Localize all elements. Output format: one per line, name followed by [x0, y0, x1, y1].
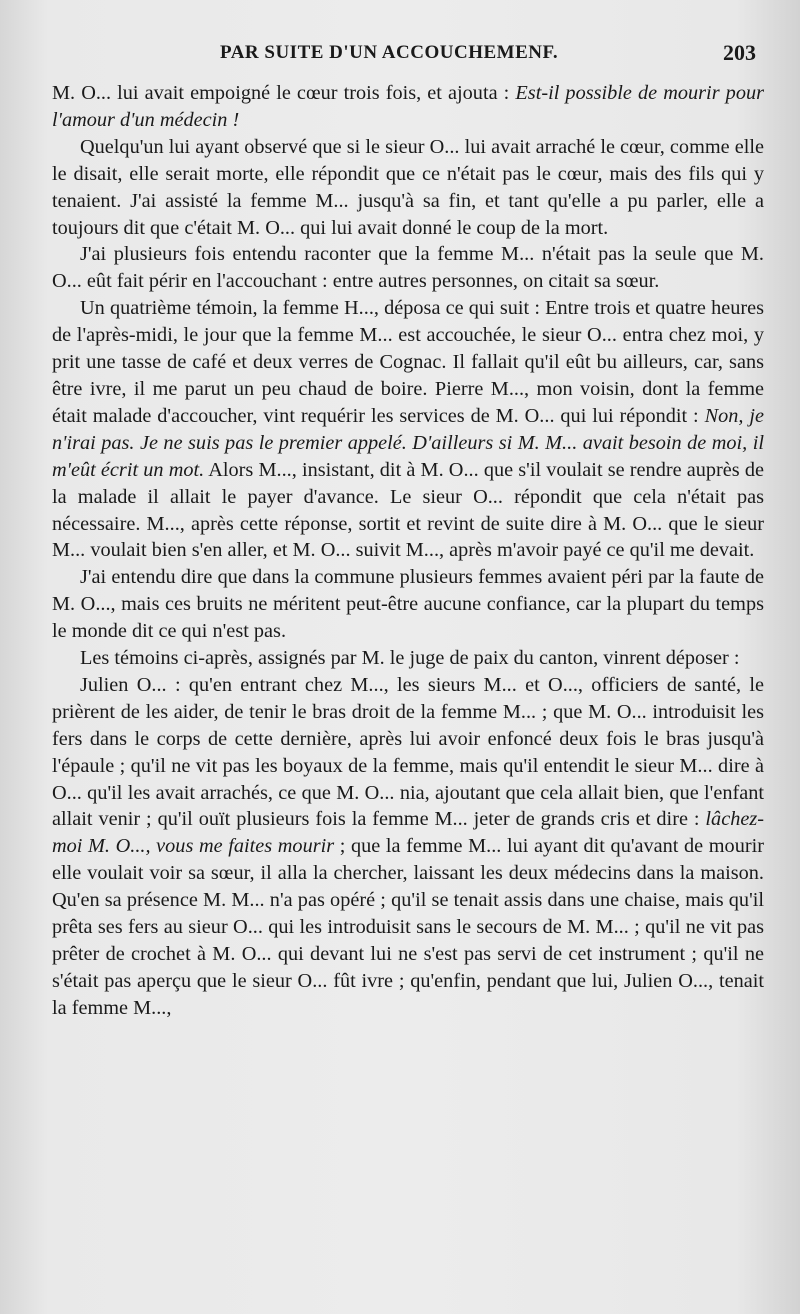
body-text: [52, 80, 764, 1022]
paragraph-7: Julien O... : qu'en entrant chez M..., les sieurs M... et O..., officiers de santé, le prièrent de les aider, de tenir le bras droit de la femme M... ; que M. O... introduisit les fers dans le corps de cette dernière, après lui avoir enfoncé deux fois le bras jusqu'à l'épaule ; qu'il ne vit pas les boyaux de la femme, mais qu'il entendit le sieur M... dire à O... qu'il les avait arrachés, ce que M. O... nia, ajoutant que cela allait bien, que l'enfant allait venir ; qu'il ouït plusieurs fois la femme M... jeter de grands cris et dire : lâchez-moi M. O..., vous me faites mourir ; que la femme M... lui ayant dit qu'avant de mourir elle voulait voir sa sœur, il alla la chercher, laissant les deux médecins dans la maison. Qu'en sa présence M. M... n'a pas opéré ; qu'il se tenait assis dans une chaise, mais qu'il prêta ses fers au sieur O... qui les introduisit sans le secours de M. M... ; qu'il ne vit pas prêter de crochet à M. O... qui devant lui ne s'est pas servi de cet instrument ; qu'il ne s'était pas aperçu que le sieur O... fût ivre ; qu'enfin, pendant que lui, Julien O..., tenait la femme M...,: [52, 673, 764, 1019]
paragraph-5: J'ai entendu dire que dans la commune plusieurs femmes avaient péri par la faute de M. O..., mais ces bruits ne méritent peut-être aucune confiance, car la plupart du temps le monde dit ce qui n'est pas.: [52, 566, 764, 643]
paragraph-4: Un quatrième témoin, la femme H..., déposa ce qui suit : Entre trois et quatre heures de l'après-midi, le jour que la femme M... est accouchée, le sieur O... entra chez moi, y prit une tasse de café et deux verres de Cognac. Il fallait qu'il eût bu ailleurs, car, sans être ivre, il me parut un peu chaud de boire. Pierre M..., mon voisin, dont la femme était malade d'accoucher, vint requérir les services de M. O... qui lui répondit : Non, je n'irai pas. Je ne suis pas le premier appelé. D'ailleurs si M. M... avait besoin de moi, il m'eût écrit un mot. Alors M..., insistant, dit à M. O... que s'il voulait se rendre auprès de la malade il allait le payer d'avance. Le sieur O... répondit que cela n'était pas nécessaire. M..., après cette réponse, sortit et revint de suite dire à M. O... que le sieur M... voulait bien s'en aller, et M. O... suivit M..., après m'avoir payé ce qu'il me devait.: [52, 297, 764, 562]
paragraph-3: J'ai plusieurs fois entendu raconter que la femme M... n'était pas la seule que M. O... eût fait périr en l'accouchant : entre autres personnes, on citait sa sœur.: [52, 243, 764, 293]
page-number: 203: [723, 40, 756, 65]
paragraph-6: Les témoins ci-après, assignés par M. le juge de paix du canton, vinrent déposer :: [80, 647, 740, 670]
paragraph-1: M. O... lui avait empoigné le cœur trois fois, et ajouta : Est-il possible de mourir pour l'amour d'un médecin !: [52, 82, 764, 131]
paragraph-2: Quelqu'un lui ayant observé que si le sieur O... lui avait arraché le cœur, comme elle le disait, elle serait morte, elle répondit que ce n'était pas le cœur, mais des fils qui y tenaient. J'ai assisté la femme M... jusqu'à sa fin, et tant qu'elle a pu parler, elle a toujours dit que c'était M. O... qui lui avait donné le coup de la mort.: [52, 135, 764, 239]
page-header: [52, 40, 762, 80]
running-title: PAR SUITE D'UN ACCOUCHEMENF.: [220, 42, 559, 63]
